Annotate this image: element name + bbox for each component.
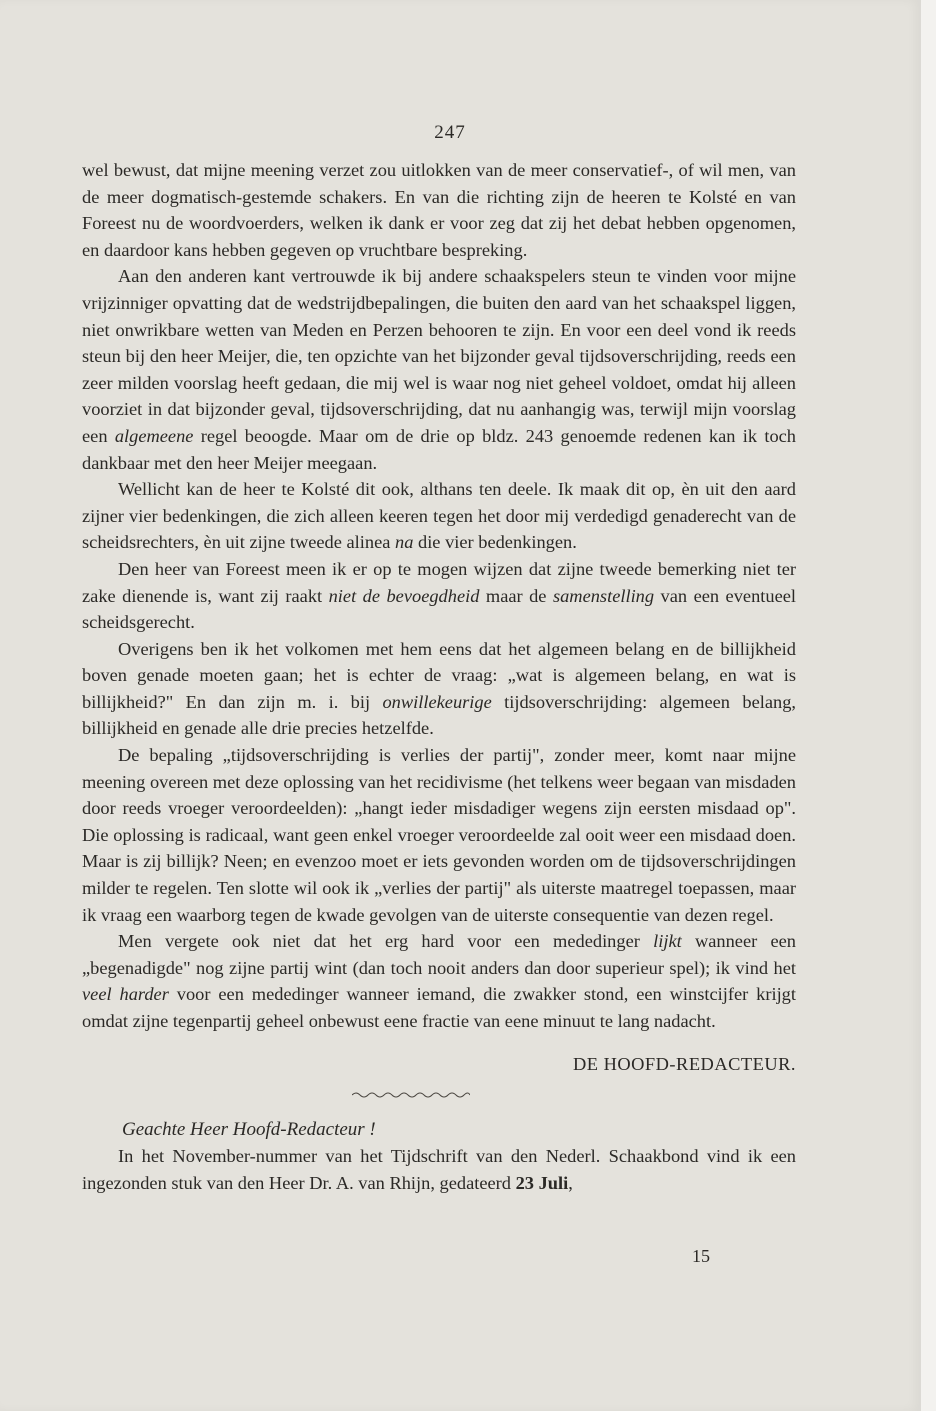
paragraph: In het November-nummer van het Tijdschrift van den Nederl. Schaakbond vind ik een ingezonden stuk van den Heer Dr. A. van Rhijn, gedateerd 23 Juli, [82, 1146, 796, 1193]
paragraph: Aan den anderen kant vertrouwde ik bij andere schaakspelers steun te vinden voor mijne vrijzinniger opvatting dat de wedstrijdbepalingen, die buiten den aard van het schaakspel liggen, niet onwrikbare wetten van Meden en Perzen behooren te zijn. En voor een deel vond ik reeds steun bij den heer Meijer, die, ten opzichte van het bijzonder geval tijdsoverschrijding, reeds een zeer milden voorslag heeft gedaan, die mij wel is waar nog niet geheel voldoet, omdat hij alleen voorziet in dat bijzonder geval, tijdsoverschrijding, dat nu aanhangig was, terwijl mijn voorslag een algemeene regel beoogde. Maar om de drie op bldz. 243 genoemde redenen kan ik toch dankbaar met den heer Meijer meegaan. [82, 266, 796, 473]
article-body [82, 157, 796, 1197]
salutation: Geachte Heer Hoofd-Redacteur ! [122, 1118, 376, 1140]
paragraph: Men vergete ook niet dat het erg hard voor een mededinger lijkt wanneer een „begenadigde" nog zijne partij wint (dan toch nooit anders dan door superieur spel); ik vind het veel harder voor een mededinger wanneer iemand, die zwakker stond, een winstcijfer krijgt omdat zijne tegenpartij geheel onbewust eene fractie van eene minuut te lang nadacht. [82, 931, 797, 1031]
paragraph: De bepaling „tijdsoverschrijding is verlies der partij", zonder meer, komt naar mijne meening overeen met deze oplossing van het recidivisme (het telkens weer begaan van misdaden door reeds vroeger veroordeelden): „hangt ieder misdadiger wegens zijn eersten misdaad op". Die oplossing is radicaal, want geen enkel vroeger veroordeelde zal ooit weer een misdaad doen. Maar is zij billijk? Neen; en evenzoo moet er iets gevonden worden om de tijdsoverschrijdingen milder te regelen. Ten slotte wil ook ik „verlies der partij" als uiterste maatregel toepassen, maar ik vraag een waarborg tegen de kwade gevolgen van de uiterste consequentie van dezen regel. [82, 745, 796, 925]
paragraph: Den heer van Foreest meen ik er op te mogen wijzen dat zijne tweede bemerking niet ter zake dienende is, want zij raakt niet de bevoegdheid maar de samenstelling van een eventueel scheidsgerecht. [82, 558, 797, 633]
page-edge [921, 0, 936, 1411]
paragraph: wel bewust, dat mijne meening verzet zou uitlokken van de meer conservatief-, of wil men, van de meer dogmatisch-gestemde schakers. En van die richting zijn de heeren te Kolsté en van Foreest nu de woordvoerders, welken ik dank er voor zeg dat zij het debat hebben opgenomen, en daardoor kans hebben gegeven op vruchtbare bespreking. [82, 160, 796, 260]
wavy-divider [352, 1091, 470, 1099]
paragraph: Wellicht kan de heer te Kolsté dit ook, althans ten deele. Ik maak dit op, èn uit den aard zijner vier bedenkingen, die zich alleen keeren tegen het door mij verdedigd genaderecht van de scheidsrechters, èn uit zijne tweede alinea na die vier bedenkingen. [82, 479, 796, 553]
paragraph: Overigens ben ik het volkomen met hem eens dat het algemeen belang en de billijkheid boven genade moeten gaan; het is echter de vraag: „wat is algemeen belang, en wat is billijkheid?" En dan zijn m. i. bij onwillekeurige tijdsoverschrijding: algemeen belang, billijkheid en genade alle drie precies hetzelfde. [82, 638, 796, 739]
page-number: 247 [434, 122, 466, 143]
sheet-number: 15 [692, 1246, 710, 1266]
signature: DE HOOFD-REDACTEUR. [572, 1053, 796, 1074]
